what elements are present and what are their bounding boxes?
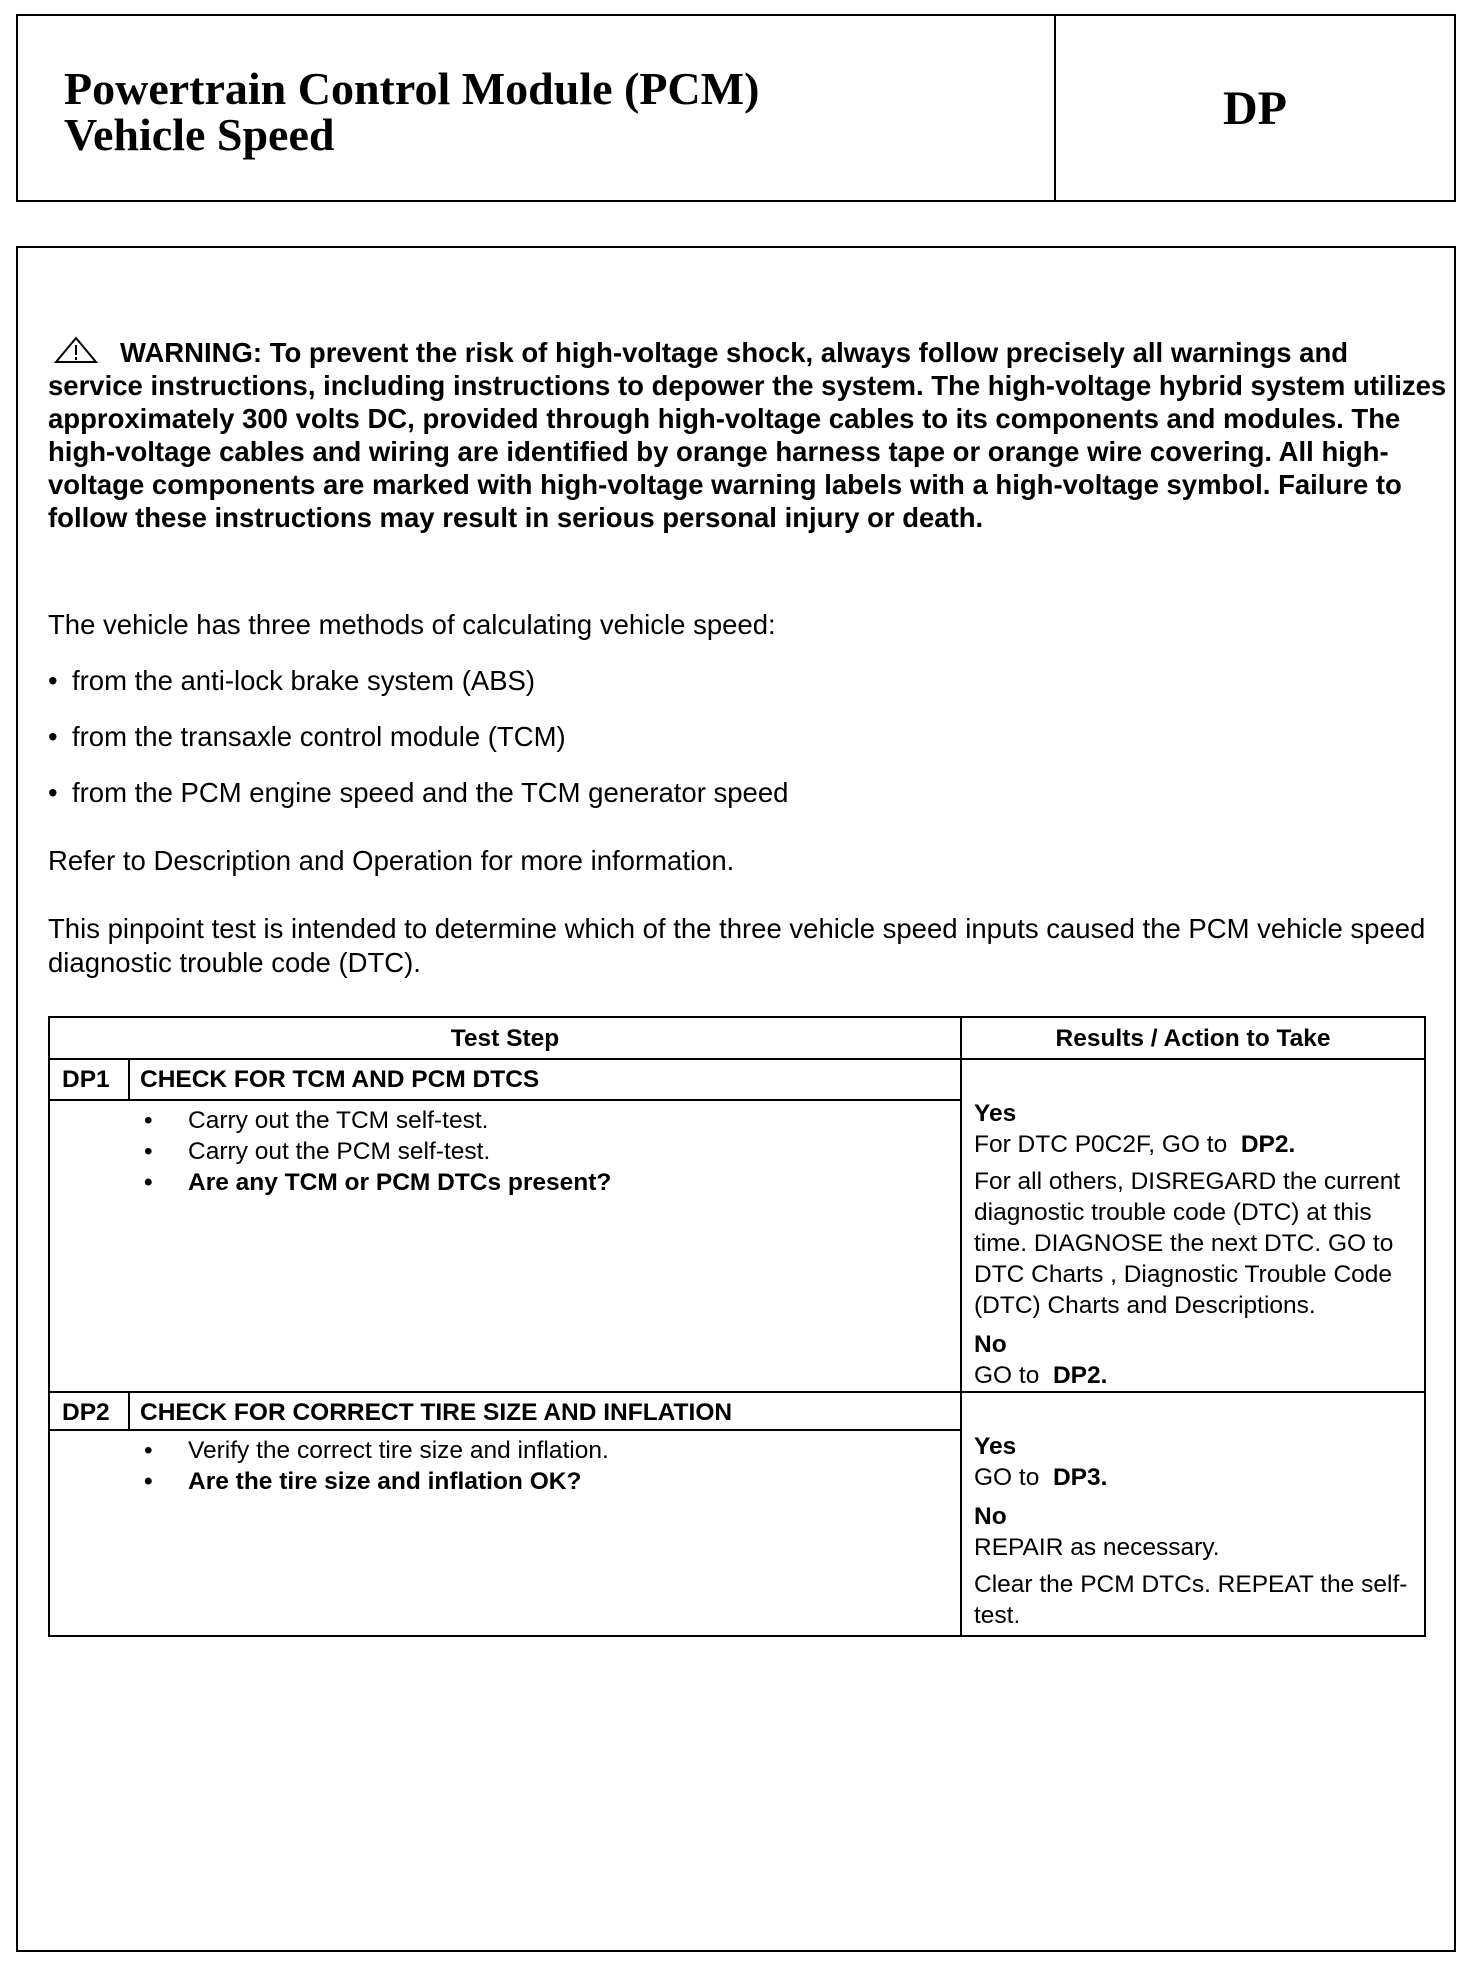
header-box <box>16 14 1456 202</box>
table-header-row <box>49 1017 1425 1059</box>
step-actions <box>49 1100 961 1392</box>
title-line-1: Powertrain Control Module (PCM) <box>64 63 760 114</box>
no-label: No <box>974 1331 1007 1358</box>
content-box <box>16 246 1456 1952</box>
question-item: • Are any TCM or PCM DTCs present? <box>144 1167 960 1198</box>
yes-action: For DTC P0C2F, GO to DP2. <box>974 1131 1296 1158</box>
table-row <box>49 1059 1425 1100</box>
no-action: GO to DP2. <box>974 1362 1108 1389</box>
page-title <box>18 16 1056 200</box>
step-result <box>961 1059 1425 1392</box>
title-line-2: Vehicle Speed <box>64 109 335 160</box>
no-action: REPAIR as necessary. <box>974 1534 1220 1561</box>
step-result <box>961 1392 1425 1636</box>
warning-text: WARNING: To prevent the risk of high-voltage shock, always follow precisely all warnings and service instructions, including instructions to depower the system. The high-voltage hybrid system utilizes approximately 300 volts DC, provided through high-voltage cables to its components and modules. The high-voltage cables and wiring are identified by orange harness tape or orange wire covering. All high-voltage components are marked with high-voltage warning labels with a high-voltage symbol. Failure to follow these instructions may result in serious personal injury or death. <box>48 337 1447 533</box>
yes-label: Yes <box>974 1100 1017 1127</box>
no-extra: Clear the PCM DTCs. REPEAT the self-test. <box>974 1571 1408 1629</box>
action-item: • Verify the correct tire size and inflation. <box>144 1435 960 1466</box>
section-code: DP <box>1223 81 1287 135</box>
question-item: • Are the tire size and inflation OK? <box>144 1466 960 1497</box>
action-item: • Carry out the PCM self-test. <box>144 1136 960 1167</box>
step-id: DP1 <box>49 1059 129 1100</box>
table-row <box>49 1392 1425 1430</box>
refer-text: Refer to Description and Operation for more information. <box>48 845 735 876</box>
step-actions <box>49 1430 961 1636</box>
col-results: Results / Action to Take <box>961 1017 1425 1059</box>
warning-block <box>48 336 1448 534</box>
action-item: • Carry out the TCM self-test. <box>144 1105 960 1136</box>
method-item: • from the transaxle control module (TCM) <box>48 721 566 752</box>
warning-triangle-icon <box>54 336 98 364</box>
method-item: • from the PCM engine speed and the TCM generator speed <box>48 777 789 808</box>
yes-action: GO to DP3. <box>974 1464 1108 1491</box>
method-item: • from the anti-lock brake system (ABS) <box>48 665 536 696</box>
step-id: DP2 <box>49 1392 129 1430</box>
yes-label: Yes <box>974 1433 1017 1460</box>
col-test-step: Test Step <box>49 1017 961 1059</box>
test-step-table <box>48 1016 1426 1637</box>
yes-extra: For all others, DISREGARD the current diagnostic trouble code (DTC) at this time. DIAGNOSE the next DTC. GO to DTC Charts , Diagnostic Trouble Code (DTC) Charts and Descriptions. <box>974 1168 1401 1319</box>
intro-text: The vehicle has three methods of calculating vehicle speed: <box>48 609 776 640</box>
step-title: CHECK FOR TCM AND PCM DTCS <box>129 1059 961 1100</box>
no-label: No <box>974 1503 1007 1530</box>
purpose-text: This pinpoint test is intended to determine which of the three vehicle speed inputs caused the PCM vehicle speed diagnostic trouble code (DTC). <box>48 913 1426 978</box>
step-title: CHECK FOR CORRECT TIRE SIZE AND INFLATION <box>129 1392 961 1430</box>
